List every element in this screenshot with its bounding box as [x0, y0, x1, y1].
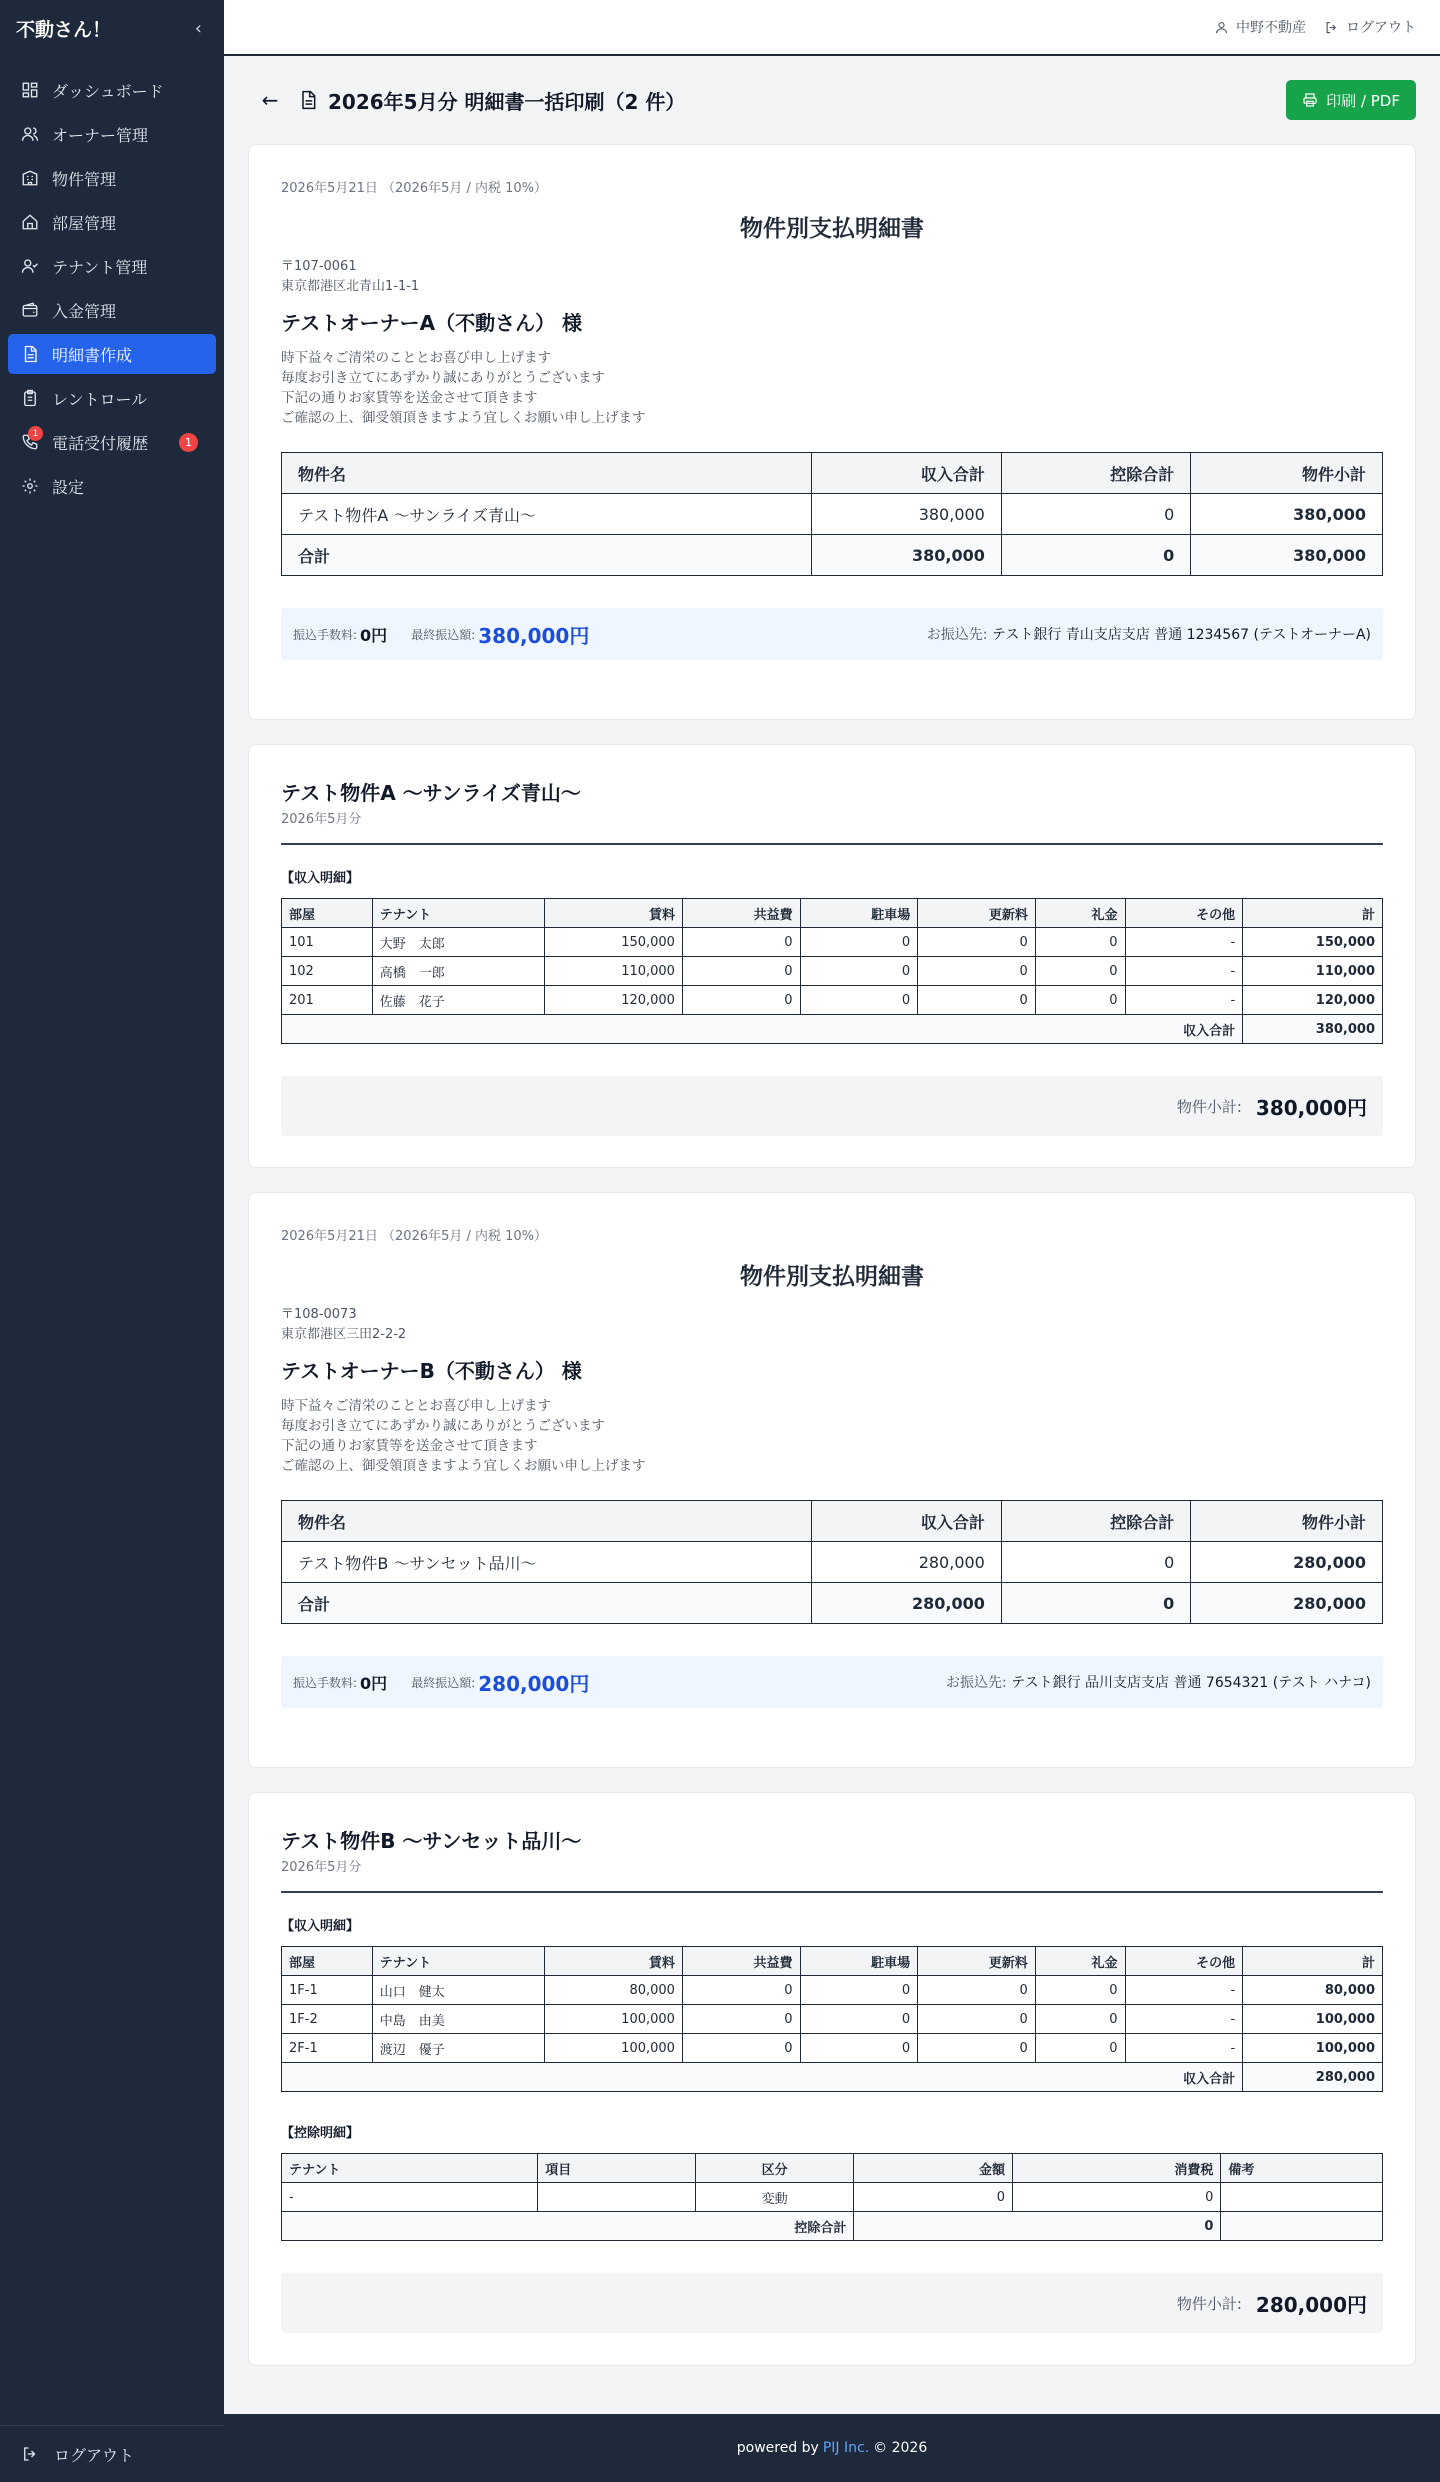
table-cell: 0	[1001, 1583, 1190, 1624]
greeting-line: 毎度お引き立てにあずかり誠にありがとうございます	[281, 1418, 605, 1434]
owner-name: テストオーナーB（不動さん） 様	[281, 1359, 582, 1383]
table-cell: 380,000	[812, 494, 1002, 535]
final-amount-label: 最終振込額:	[411, 627, 476, 642]
print-pdf-label: 印刷 / PDF	[1326, 91, 1400, 110]
column-header: 物件名	[282, 453, 812, 494]
table-cell: 120,000	[1243, 986, 1383, 1015]
address-line: 東京都港区三田2-2-2	[281, 1327, 407, 1342]
transfer-info	[281, 1656, 1383, 1708]
table-header-row	[282, 1947, 1383, 1976]
column-header: その他	[1125, 899, 1243, 928]
table-cell: 0	[1035, 986, 1125, 1015]
logout-icon	[20, 2444, 40, 2464]
statement-date: 2026年5月21日 （2026年5月 / 内税 10%）	[281, 181, 548, 196]
table-cell: 0	[918, 1976, 1036, 2005]
column-header: その他	[1125, 1947, 1243, 1976]
table-cell: 0	[918, 986, 1036, 1015]
total-row	[282, 2063, 1383, 2092]
footer-copyright: © 2026	[873, 2440, 928, 2456]
column-header: テナント	[372, 899, 544, 928]
printer-icon	[1302, 92, 1318, 108]
column-header: 賃料	[545, 899, 683, 928]
sidebar-item-label: 物件管理	[52, 169, 117, 189]
sidebar-item-label: レントロール	[52, 389, 148, 409]
document-icon	[298, 90, 318, 110]
table-cell: テスト物件A 〜サンライズ青山〜	[282, 494, 812, 535]
fee-value: 0円	[360, 1673, 388, 1693]
table-cell: 0	[682, 2005, 800, 2034]
transfer-info	[281, 608, 1383, 660]
sidebar-item-dashboard[interactable]	[8, 70, 216, 110]
sidebar-item-owners[interactable]	[8, 114, 216, 154]
print-pdf-button[interactable]	[1286, 80, 1416, 120]
column-header: 物件小計	[1191, 1501, 1383, 1542]
statement-title: 物件別支払明細書	[740, 216, 924, 242]
page-title: 2026年5月分 明細書一括印刷（2 件）	[328, 89, 686, 114]
table-cell: 0	[800, 2005, 918, 2034]
statement-date: 2026年5月21日 （2026年5月 / 内税 10%）	[281, 1229, 548, 1244]
sidebar-item-properties[interactable]	[8, 158, 216, 198]
greeting-line: ご確認の上、御受領頂きますよう宜しくお願い申し上げます	[281, 410, 646, 426]
table-cell: 120,000	[545, 986, 683, 1015]
column-header: 消費税	[1013, 2154, 1221, 2183]
sidebar-logout-button[interactable]	[0, 2425, 224, 2482]
wallet-icon	[20, 300, 40, 320]
address-line: 東京都港区北青山1-1-1	[281, 279, 420, 294]
table-row	[282, 1542, 1383, 1583]
logout-label: ログアウト	[1346, 20, 1416, 36]
table-cell: テスト物件B 〜サンセット品川〜	[282, 1542, 812, 1583]
sidebar-item-settings[interactable]	[8, 466, 216, 506]
income-total-label: 収入合計	[282, 2063, 1243, 2092]
home-icon	[20, 212, 40, 232]
table-cell: 110,000	[545, 957, 683, 986]
table-cell: -	[1125, 2005, 1243, 2034]
table-cell: 0	[1035, 1976, 1125, 2005]
income-section-label: 【収入明細】	[281, 1919, 360, 1934]
deduction-total-label: 控除合計	[282, 2212, 854, 2241]
greeting-line: 下記の通りお家賃等を送金させて頂きます	[281, 1438, 538, 1454]
table-cell: 0	[1001, 494, 1190, 535]
table-cell: 0	[1035, 957, 1125, 986]
table-cell: -	[1125, 928, 1243, 957]
sidebar-item-tenants[interactable]	[8, 246, 216, 286]
column-header: 共益費	[682, 899, 800, 928]
property-title: テスト物件B 〜サンセット品川〜	[281, 1829, 582, 1853]
table-cell: -	[1125, 1976, 1243, 2005]
table-cell: 0	[800, 2034, 918, 2063]
deduction-total-value: 0	[854, 2212, 1221, 2241]
column-header: テナント	[282, 2154, 538, 2183]
statement-card	[248, 144, 1416, 720]
back-button[interactable]: ←	[261, 88, 279, 112]
income-table	[281, 898, 1383, 1044]
table-cell: -	[1125, 2034, 1243, 2063]
table-cell: 0	[918, 2005, 1036, 2034]
table-cell: 0	[1035, 928, 1125, 957]
table-cell: 380,000	[1191, 535, 1383, 576]
table-cell: 280,000	[812, 1583, 1002, 1624]
statement-title: 物件別支払明細書	[740, 1264, 924, 1290]
owner-address	[281, 257, 1383, 297]
column-header: 項目	[538, 2154, 696, 2183]
property-subtotal	[281, 2273, 1383, 2333]
table-cell: 0	[1013, 2183, 1221, 2212]
table-cell: 100,000	[545, 2005, 683, 2034]
fee-label: 振込手数料:	[293, 627, 358, 642]
footer-prefix: powered by	[736, 2440, 819, 2456]
total-row	[282, 2212, 1383, 2241]
deduction-table	[281, 2153, 1383, 2241]
user-check-icon	[20, 256, 40, 276]
postal-code: 〒107-0061	[281, 259, 357, 274]
property-month: 2026年5月分	[281, 1860, 362, 1875]
sidebar-item-label: 入金管理	[52, 301, 117, 321]
sidebar-logout-label: ログアウト	[54, 2445, 135, 2465]
table-cell: 280,000	[812, 1542, 1002, 1583]
bank-label: お振込先:	[945, 1675, 1007, 1691]
total-row	[282, 1015, 1383, 1044]
final-amount-value: 380,000円	[478, 623, 590, 648]
property-title: テスト物件A 〜サンライズ青山〜	[281, 781, 581, 805]
column-header: 控除合計	[1001, 1501, 1190, 1542]
building-icon	[20, 168, 40, 188]
table-cell	[1221, 2212, 1383, 2241]
table-cell: 150,000	[545, 928, 683, 957]
column-header: 礼金	[1035, 899, 1125, 928]
sidebar-item-statements[interactable]	[8, 334, 216, 374]
property-subtotal	[281, 1076, 1383, 1136]
table-cell: 山口 健太	[372, 1976, 544, 2005]
greeting-line: 時下益々ご清栄のこととお喜び申し上げます	[281, 350, 551, 366]
table-cell: 0	[918, 928, 1036, 957]
sidebar-item-label: オーナー管理	[52, 125, 149, 145]
table-header-row	[282, 2154, 1383, 2183]
final-amount-label: 最終振込額:	[411, 1675, 476, 1690]
table-cell: 110,000	[1243, 957, 1383, 986]
table-cell: 100,000	[545, 2034, 683, 2063]
sidebar-item-label: 電話受付履歴	[52, 433, 149, 453]
sidebar-item-rooms[interactable]	[8, 202, 216, 242]
column-header: 計	[1243, 1947, 1383, 1976]
table-cell: 100,000	[1243, 2005, 1383, 2034]
table-cell: 0	[800, 1976, 918, 2005]
table-cell: 高橋 一郎	[372, 957, 544, 986]
table-cell: 0	[918, 2034, 1036, 2063]
column-header: 物件小計	[1191, 453, 1383, 494]
greeting-line: 毎度お引き立てにあずかり誠にありがとうございます	[281, 370, 605, 386]
table-row	[282, 928, 1383, 957]
table-cell: 150,000	[1243, 928, 1383, 957]
table-row	[282, 957, 1383, 986]
table-cell	[538, 2183, 696, 2212]
column-header: 区分	[695, 2154, 854, 2183]
user-menu[interactable]	[1214, 17, 1306, 37]
sidebar-header	[0, 0, 224, 56]
table-cell: 0	[1035, 2034, 1125, 2063]
subtotal-value: 280,000円	[1255, 2292, 1367, 2317]
table-cell: 0	[1001, 535, 1190, 576]
users-icon	[20, 124, 40, 144]
table-cell	[1221, 2183, 1383, 2212]
table-cell: 102	[282, 957, 373, 986]
fee-value: 0円	[360, 625, 388, 645]
income-section-label: 【収入明細】	[281, 871, 360, 886]
table-row	[282, 2005, 1383, 2034]
table-cell: 1F-1	[282, 1976, 373, 2005]
column-header: 収入合計	[812, 453, 1002, 494]
sidebar-item-label: 明細書作成	[52, 345, 133, 365]
table-cell: 380,000	[812, 535, 1002, 576]
final-amount-value: 280,000円	[478, 1671, 590, 1696]
column-header: 更新料	[918, 1947, 1036, 1976]
notification-badge: 1	[179, 433, 198, 452]
column-header: 駐車場	[800, 1947, 918, 1976]
column-header: 物件名	[282, 1501, 812, 1542]
statement-card	[248, 1192, 1416, 1768]
table-cell: 201	[282, 986, 373, 1015]
summary-table	[281, 452, 1383, 576]
table-cell: 0	[800, 986, 918, 1015]
table-cell: 100,000	[1243, 2034, 1383, 2063]
table-cell: 0	[1001, 1542, 1190, 1583]
table-cell: 280,000	[1191, 1542, 1383, 1583]
owner-name: テストオーナーA（不動さん） 様	[281, 311, 583, 335]
table-row	[282, 2183, 1383, 2212]
property-month: 2026年5月分	[281, 812, 362, 827]
divider	[281, 1891, 1383, 1893]
column-header: テナント	[372, 1947, 544, 1976]
sidebar-item-label: 部屋管理	[52, 213, 117, 233]
greeting	[281, 1396, 1383, 1476]
table-cell: 380,000	[1191, 494, 1383, 535]
bank-info	[927, 624, 1371, 644]
property-detail-card	[248, 1792, 1416, 2366]
greeting-line: 時下益々ご清栄のこととお喜び申し上げます	[281, 1398, 551, 1414]
column-header: 駐車場	[800, 899, 918, 928]
subtotal-value: 380,000円	[1255, 1095, 1367, 1120]
divider	[281, 843, 1383, 845]
table-cell: 2F-1	[282, 2034, 373, 2063]
subtotal-label: 物件小計:	[1176, 1097, 1242, 1116]
column-header: 共益費	[682, 1947, 800, 1976]
total-row	[282, 535, 1383, 576]
table-cell: 中島 由美	[372, 2005, 544, 2034]
user-name: 中野不動産	[1236, 20, 1306, 36]
column-header: 金額	[854, 2154, 1013, 2183]
table-row	[282, 2034, 1383, 2063]
table-header-row	[282, 453, 1383, 494]
table-header-row	[282, 1501, 1383, 1542]
income-table	[281, 1946, 1383, 2092]
table-cell: 0	[682, 957, 800, 986]
logout-link[interactable]	[1324, 17, 1416, 37]
column-header: 備考	[1221, 2154, 1383, 2183]
gear-icon	[20, 476, 40, 496]
page-header	[248, 80, 1416, 120]
phone-icon-badge: 1	[28, 426, 43, 441]
table-cell: 280,000	[1191, 1583, 1383, 1624]
table-cell: 大野 太郎	[372, 928, 544, 957]
sidebar-item-rent-roll[interactable]	[8, 378, 216, 418]
table-cell: 渡辺 優子	[372, 2034, 544, 2063]
greeting	[281, 348, 1383, 428]
clipboard-icon	[20, 388, 40, 408]
logout-icon	[1324, 20, 1339, 35]
sidebar-item-call-history[interactable]	[8, 422, 216, 462]
sidebar	[0, 0, 224, 2482]
sidebar-item-label: テナント管理	[52, 257, 148, 277]
table-cell: 0	[682, 2034, 800, 2063]
fee-label: 振込手数料:	[293, 1675, 358, 1690]
bank-value: テスト銀行 青山支店支店 普通 1234567 (テストオーナーA)	[991, 627, 1371, 643]
footer	[224, 2414, 1440, 2482]
sidebar-item-label: ダッシュボード	[52, 81, 164, 101]
column-header: 更新料	[918, 899, 1036, 928]
column-header: 賃料	[545, 1947, 683, 1976]
user-icon	[1214, 20, 1229, 35]
table-cell: 101	[282, 928, 373, 957]
postal-code: 〒108-0073	[281, 1307, 357, 1322]
table-header-row	[282, 899, 1383, 928]
greeting-line: ご確認の上、御受領頂きますよう宜しくお願い申し上げます	[281, 1458, 646, 1474]
sidebar-nav	[0, 56, 224, 506]
sidebar-item-label: 設定	[52, 477, 85, 497]
sidebar-item-payments[interactable]	[8, 290, 216, 330]
total-row	[282, 1583, 1383, 1624]
summary-table	[281, 1500, 1383, 1624]
table-row	[282, 494, 1383, 535]
column-header: 部屋	[282, 1947, 373, 1976]
column-header: 計	[1243, 899, 1383, 928]
table-cell: 80,000	[545, 1976, 683, 2005]
column-header: 礼金	[1035, 1947, 1125, 1976]
table-cell: 佐藤 花子	[372, 986, 544, 1015]
table-cell: -	[1125, 986, 1243, 1015]
table-cell: -	[1125, 957, 1243, 986]
table-cell: 80,000	[1243, 1976, 1383, 2005]
table-cell: 0	[800, 928, 918, 957]
collapse-sidebar-button[interactable]: ‹	[194, 17, 202, 39]
income-total-value: 280,000	[1243, 2063, 1383, 2092]
document-icon	[20, 344, 40, 364]
table-cell: 変動	[695, 2183, 854, 2212]
phone-icon	[20, 428, 40, 452]
table-cell: 0	[800, 957, 918, 986]
footer-company-link[interactable]: PIJ Inc.	[822, 2440, 870, 2456]
table-cell: 0	[1035, 2005, 1125, 2034]
column-header: 部屋	[282, 899, 373, 928]
table-cell: 1F-2	[282, 2005, 373, 2034]
bank-info	[946, 1672, 1371, 1692]
property-detail-card	[248, 744, 1416, 1168]
bank-value: テスト銀行 品川支店支店 普通 7654321 (テスト ハナコ)	[1011, 1675, 1371, 1691]
table-cell: 合計	[282, 535, 812, 576]
topbar	[224, 0, 1440, 56]
table-cell: 0	[682, 928, 800, 957]
income-total-value: 380,000	[1243, 1015, 1383, 1044]
table-row	[282, 1976, 1383, 2005]
app-title: 不動さん！	[16, 18, 112, 41]
table-cell: 0	[854, 2183, 1013, 2212]
subtotal-label: 物件小計:	[1176, 2294, 1242, 2313]
table-cell: -	[282, 2183, 538, 2212]
owner-address	[281, 1305, 1383, 1345]
bank-label: お振込先:	[926, 627, 988, 643]
column-header: 控除合計	[1001, 453, 1190, 494]
table-cell: 0	[918, 957, 1036, 986]
table-cell: 合計	[282, 1583, 812, 1624]
table-cell: 0	[682, 986, 800, 1015]
table-row	[282, 986, 1383, 1015]
dashboard-icon	[20, 80, 40, 100]
greeting-line: 下記の通りお家賃等を送金させて頂きます	[281, 390, 538, 406]
table-cell: 0	[682, 1976, 800, 2005]
deduction-section-label: 【控除明細】	[281, 2126, 360, 2141]
column-header: 収入合計	[812, 1501, 1002, 1542]
income-total-label: 収入合計	[282, 1015, 1243, 1044]
